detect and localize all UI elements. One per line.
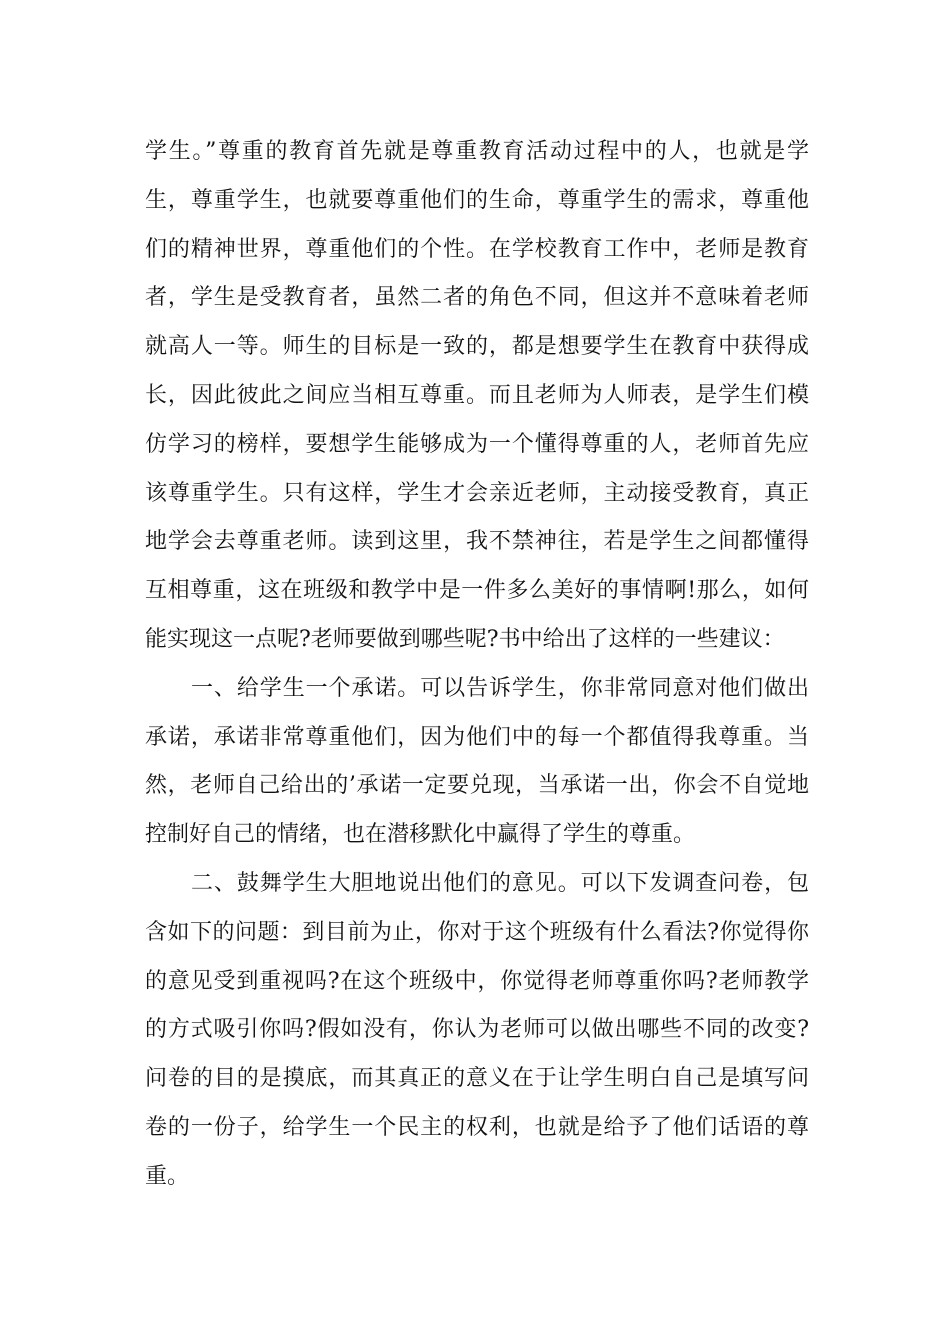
paragraph-2 <box>145 665 809 860</box>
paragraph-1 <box>145 128 809 665</box>
text-line: 能实现这一点呢?老师要做到哪些呢?书中给出了这样的一些建议： <box>145 626 785 652</box>
text-line: 学生。”尊重的教育首先就是尊重教育活动过程中的人，也就是学 <box>145 139 809 164</box>
text-line: 互相尊重，这在班级和教学中是一件多么美好的事情啊!那么，如何 <box>145 578 809 604</box>
text-line: 地学会去尊重老师。读到这里，我不禁神往，若是学生之间都懂得 <box>145 529 809 555</box>
text-line: 控制好自己的情绪，也在潜移默化中赢得了学生的尊重。 <box>145 822 696 848</box>
paragraph-3 <box>145 860 809 1202</box>
text-line: 长，因此彼此之间应当相互尊重。而且老师为人师表，是学生们模 <box>145 382 809 408</box>
text-line: 的意见受到重视吗?在这个班级中，你觉得老师尊重你吗?老师教学 <box>145 968 809 994</box>
text-line: 就高人一等。师生的目标是一致的，都是想要学生在教育中获得成 <box>145 334 809 360</box>
text-line: 的方式吸引你吗?假如没有，你认为老师可以做出哪些不同的改变? <box>145 1017 809 1043</box>
text-line: 一、给学生一个承诺。可以告诉学生，你非常同意对他们做出 <box>191 675 809 701</box>
text-line: 生，尊重学生，也就要尊重他们的生命，尊重学生的需求，尊重他 <box>145 187 809 213</box>
text-line: 者，学生是受教育者，虽然二者的角色不同，但这并不意味着老师 <box>145 285 809 311</box>
text-line: 卷的一份子，给学生一个民主的权利，也就是给予了他们话语的尊 <box>145 1114 809 1140</box>
text-line: 仿学习的榜样，要想学生能够成为一个懂得尊重的人，老师首先应 <box>145 431 809 457</box>
text-line: 二、鼓舞学生大胆地说出他们的意见。可以下发调查问卷，包 <box>191 870 809 896</box>
text-line: 该尊重学生。只有这样，学生才会亲近老师，主动接受教育，真正 <box>145 480 809 506</box>
text-line: 含如下的问题：到目前为止，你对于这个班级有什么看法?你觉得你 <box>145 919 809 945</box>
text-line: 问卷的目的是摸底，而其真正的意义在于让学生明白自己是填写问 <box>145 1066 809 1092</box>
document-body <box>145 128 809 1202</box>
text-line: 承诺，承诺非常尊重他们，因为他们中的每一个都值得我尊重。当 <box>145 724 809 750</box>
text-line: 们的精神世界，尊重他们的个性。在学校教育工作中，老师是教育 <box>145 236 809 262</box>
text-line: 重。 <box>145 1163 190 1189</box>
text-line: 然，老师自己给出的’承诺一定要兑现，当承诺一出，你会不自觉地 <box>145 773 809 799</box>
